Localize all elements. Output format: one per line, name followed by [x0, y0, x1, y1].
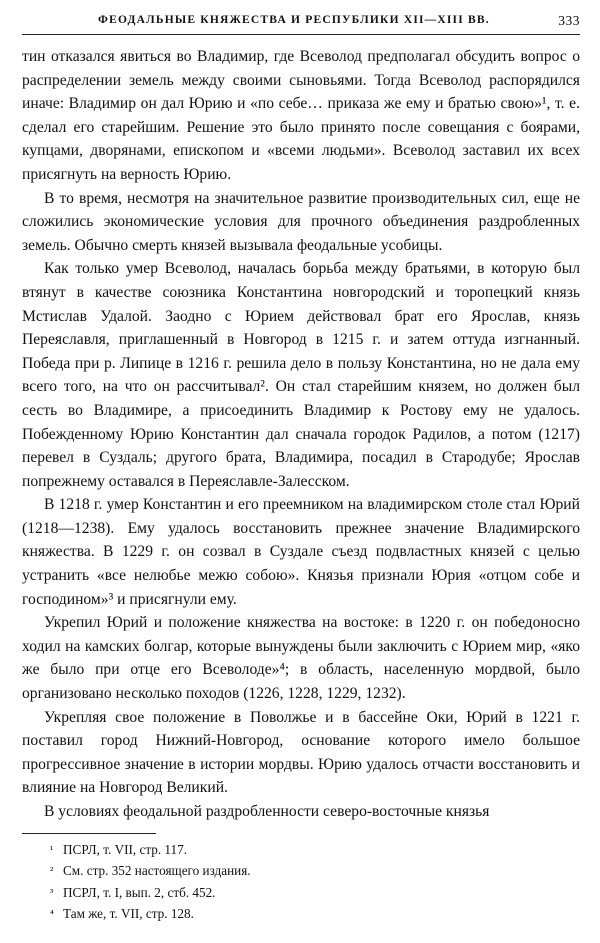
- footnote-text: Там же, т. VII, стр. 128.: [63, 906, 194, 922]
- footnote-text: ПСРЛ, т. VII, стр. 117.: [63, 841, 188, 857]
- page-header: [22, 6, 580, 35]
- footnote: [50, 840, 580, 862]
- paragraph-last: В условиях феодальной раздробленности северо-восточные князья: [44, 803, 490, 820]
- page-body: [22, 45, 580, 824]
- book-page: [22, 6, 580, 926]
- paragraph-continued: тин отказался явиться во Владимир, где Всеволод предполагал обсудить вопрос о распределении земель между своими сыновьями. Тогда Всеволод распорядился иначе: Владимир он дал Юрию и «по себе… приказа же ему и братью свою»¹, т. е. сделал его старейшим. Решение это было принято после совещания с боярами, купцами, дворянами, епископом и «всеми людьми». Всеволод заставил их всех присягнуть на верность Юрию.: [22, 48, 580, 183]
- paragraph: Укрепляя свое положение в Поволжье и в бассейне Оки, Юрий в 1221 г. поставил город Нижний-Новгород, основание которого имело большое прогрессивное значение в истории мордвы. Юрию удалось отчасти восстановить и влияние на Новгород Великий.: [22, 708, 580, 797]
- footnote-mark: ²: [50, 865, 54, 878]
- paragraph: Укрепил Юрий и положение княжества на востоке: в 1220 г. он победоносно ходил на камских болгар, которые вынуждены были заключить с Юрием мир, «яко же было при отце его Всеволоде»⁴; в область, населенную мордвой, было организовано несколько походов (1226, 1228, 1229, 1232).: [22, 614, 580, 703]
- paragraph: В 1218 г. умер Константин и его преемником на владимирском столе стал Юрий (1218—1238). Ему удалось восстановить прежнее значение Владимирского княжества. В 1229 г. он созвал в Суздале съезд подвластных князей с целью устранить «все нелюбье межю собою». Князья признали Юрия «отцом собе и господином»³ и присягнули ему.: [22, 496, 580, 608]
- page-number: 333: [558, 13, 580, 28]
- footnote: [50, 883, 580, 905]
- footnotes: [22, 840, 580, 926]
- running-head: ФЕОДАЛЬНЫЕ КНЯЖЕСТВА И РЕСПУБЛИКИ XII—XIII ВВ.: [98, 14, 490, 26]
- footnote-mark: ¹: [50, 843, 54, 856]
- footnote: [50, 861, 580, 883]
- footnote-text: См. стр. 352 настоящего издания.: [63, 863, 251, 879]
- footnote-text: ПСРЛ, т. I, вып. 2, стб. 452.: [63, 884, 216, 900]
- paragraph: В то время, несмотря на значительное развитие производительных сил, еще не сложились экономические условия для прочного объединения раздробленных земель. Обычно смерть князей вызывала феодальные усобицы.: [22, 189, 580, 254]
- footnote-divider: [22, 833, 156, 834]
- paragraph: Как только умер Всеволод, началась борьба между братьями, в которую был втянут в качестве союзника Константина новгородский и торопецкий князь Мстислав Удалой. Заодно с Юрием действовал брат его Ярослав, князь Переяславля, приглашенный в Новгород в 1215 г. и затем оттуда изгнанный. Победа при р. Липице в 1216 г. решила дело в пользу Константина, но не дала ему всего того, на что он рассчитывал². Он стал старейшим князем, но должен был сесть во Владимире, а присоединить Владимир к Ростову ему не удалось. Побежденному Юрию Константин дал сначала городок Радилов, а потом (1217) перевел в Суздаль; другого брата, Владимира, посадил в Стародубе; Ярослав попрежнему оставался в Переяславле-Залесском.: [22, 260, 580, 490]
- footnote-mark: ³: [50, 886, 54, 899]
- footnote-mark: ⁴: [50, 908, 54, 921]
- footnote: [50, 904, 580, 926]
